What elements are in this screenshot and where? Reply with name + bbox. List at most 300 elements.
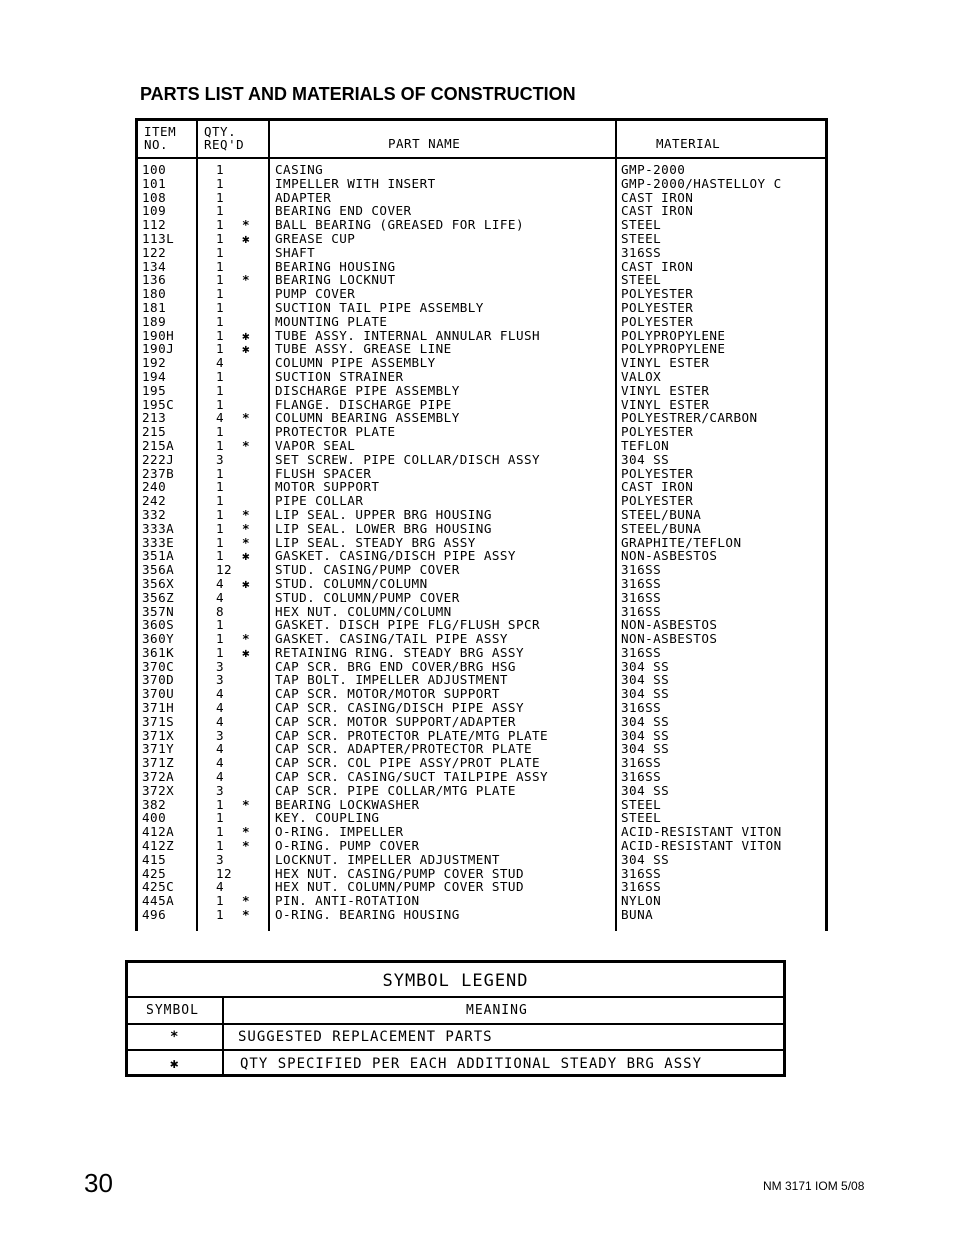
part-name-cell: PUMP COVER [275,286,356,302]
legend-symbol-star-icon: * [170,1029,180,1045]
part-name-cell: MOUNTING PLATE [275,313,388,329]
qty-cell: 4 [216,589,225,605]
qty-cell: 4 [216,769,225,785]
table-row [138,439,825,453]
table-row [138,729,825,743]
qty-cell: 1 [216,175,225,191]
qty-cell: 1 [216,189,225,205]
item-no-cell: 382 [142,796,167,812]
qty-cell: 1 [216,244,225,260]
qty-cell: 4 [216,713,225,729]
table-row [138,287,825,301]
item-no-cell: 361K [142,644,175,660]
table-row [138,687,825,701]
item-no-cell: 425C [142,879,175,895]
table-row [138,508,825,522]
item-no-cell: 360S [142,617,175,633]
part-name-cell: STUD. COLUMN/PUMP COVER [275,589,460,605]
qty-cell: 4 [216,700,225,716]
item-no-cell: 360Y [142,631,175,647]
qty-cell: 1 [216,520,225,536]
symbol-legend [125,960,786,1077]
symbol-cell: * [242,272,251,288]
qty-cell: 1 [216,644,225,660]
material-cell: STEEL [621,272,662,288]
table-row [138,425,825,439]
material-cell: STEEL [621,796,662,812]
header-part-name: PART NAME [388,136,461,151]
table-row [138,522,825,536]
material-cell: BUNA [621,907,654,923]
part-name-cell: LOCKNUT. IMPELLER ADJUSTMENT [275,851,500,867]
header-qty-line2: REQ'D [204,137,245,152]
qty-cell: 1 [216,838,225,854]
qty-cell: 4 [216,575,225,591]
table-row [138,798,825,812]
part-name-cell: CAP SCR. BRG END COVER/BRG HSG [275,658,516,674]
qty-cell: 1 [216,341,225,357]
part-name-cell: GASKET. DISCH PIPE FLG/FLUSH SPCR [275,617,541,633]
table-row [138,742,825,756]
part-name-cell: SET SCREW. PIPE COLLAR/DISCH ASSY [275,451,541,467]
part-name-cell: HEX NUT. COLUMN/COLUMN [275,603,452,619]
part-name-cell: GASKET. CASING/TAIL PIPE ASSY [275,631,508,647]
qty-cell: 12 [216,865,233,881]
table-row [138,301,825,315]
table-row [138,329,825,343]
legend-title: SYMBOL LEGEND [382,971,529,991]
symbol-cell: * [242,893,251,909]
item-no-cell: 237B [142,465,175,481]
part-name-cell: COLUMN PIPE ASSEMBLY [275,355,436,371]
material-cell: NYLON [621,893,662,909]
qty-cell: 1 [216,396,225,412]
symbol-cell: * [242,838,251,854]
material-cell: STEEL [621,217,662,233]
part-name-cell: O-RING. BEARING HOUSING [275,907,460,923]
page-title: PARTS LIST AND MATERIALS OF CONSTRUCTION [140,84,576,104]
item-no-cell: 213 [142,410,167,426]
qty-cell: 1 [216,893,225,909]
item-no-cell: 372X [142,782,175,798]
part-name-cell: RETAINING RING. STEADY BRG ASSY [275,644,524,660]
item-no-cell: 370C [142,658,175,674]
symbol-cell: * [242,824,251,840]
symbol-cell: ✱ [242,644,251,660]
item-no-cell: 195 [142,382,167,398]
symbol-cell: * [242,520,251,536]
table-row [138,342,825,356]
item-no-cell: 215A [142,437,175,453]
material-cell: GMP-2000/HASTELLOY C [621,175,782,191]
table-row [138,715,825,729]
qty-cell: 4 [216,355,225,371]
item-no-cell: 400 [142,810,167,826]
qty-cell: 1 [216,299,225,315]
part-name-cell: BEARING LOCKNUT [275,272,396,288]
part-name-cell: PIN. ANTI-ROTATION [275,893,420,909]
item-no-cell: 356A [142,562,175,578]
item-no-cell: 109 [142,203,167,219]
item-no-cell: 333E [142,534,175,550]
qty-cell: 4 [216,755,225,771]
material-cell: 316SS [621,769,662,785]
material-cell: POLYESTER [621,299,694,315]
item-no-cell: 425 [142,865,167,881]
part-name-cell: TUBE ASSY. INTERNAL ANNULAR FLUSH [275,327,541,343]
table-row [138,618,825,632]
material-cell: CAST IRON [621,203,694,219]
qty-cell: 4 [216,879,225,895]
qty-cell: 1 [216,382,225,398]
item-no-cell: 356Z [142,589,175,605]
part-name-cell: TUBE ASSY. GREASE LINE [275,341,452,357]
part-name-cell: CAP SCR. PROTECTOR PLATE/MTG PLATE [275,727,549,743]
table-row [138,494,825,508]
symbol-cell: * [242,534,251,550]
material-cell: 304 SS [621,658,670,674]
material-cell: 316SS [621,879,662,895]
part-name-cell: VAPOR SEAL [275,437,356,453]
part-name-cell: PROTECTOR PLATE [275,424,396,440]
item-no-cell: 136 [142,272,167,288]
symbol-cell: ✱ [242,341,251,357]
material-cell: 316SS [621,589,662,605]
item-no-cell: 415 [142,851,167,867]
material-cell: POLYESTER [621,313,694,329]
table-row [138,646,825,660]
qty-cell: 1 [216,506,225,522]
table-row [138,232,825,246]
qty-cell: 1 [216,479,225,495]
table-row [138,163,825,177]
table-row [138,867,825,881]
qty-cell: 1 [216,824,225,840]
material-cell: GRAPHITE/TEFLON [621,534,742,550]
part-name-cell: LIP SEAL. LOWER BRG HOUSING [275,520,492,536]
material-cell: VINYL ESTER [621,355,710,371]
material-cell: 304 SS [621,727,670,743]
legend-meaning-header: MEANING [466,1003,528,1018]
part-name-cell: BEARING END COVER [275,203,412,219]
item-no-cell: 371S [142,713,175,729]
item-no-cell: 195C [142,396,175,412]
item-no-cell: 222J [142,451,175,467]
page-number: 30 [84,1168,113,1198]
material-cell: 316SS [621,700,662,716]
legend-divider [128,1049,783,1051]
table-row [138,480,825,494]
part-name-cell: CASING [275,162,324,177]
part-name-cell: SUCTION STRAINER [275,368,404,384]
table-row [138,411,825,425]
document-code: NM 3171 IOM 5/08 [763,1179,865,1193]
table-row [138,398,825,412]
material-cell: CAST IRON [621,258,694,274]
material-cell: STEEL/BUNA [621,506,702,522]
item-no-cell: 371Z [142,755,175,771]
qty-cell: 4 [216,741,225,757]
material-cell: STEEL/BUNA [621,520,702,536]
header-item-line1: ITEM [144,124,177,139]
part-name-cell: LIP SEAL. UPPER BRG HOUSING [275,506,492,522]
material-cell: POLYPROPYLENE [621,327,726,343]
qty-cell: 3 [216,782,225,798]
part-name-cell: CAP SCR. CASING/SUCT TAILPIPE ASSY [275,769,549,785]
item-no-cell: 371X [142,727,175,743]
table-row [138,701,825,715]
material-cell: NON-ASBESTOS [621,617,718,633]
material-cell: VINYL ESTER [621,396,710,412]
symbol-cell: * [242,217,251,233]
qty-cell: 1 [216,162,225,177]
qty-cell: 1 [216,493,225,509]
material-cell: 304 SS [621,851,670,867]
part-name-cell: FLANGE. DISCHARGE PIPE [275,396,452,412]
qty-cell: 3 [216,851,225,867]
legend-divider [128,1023,783,1025]
qty-cell: 8 [216,603,225,619]
item-no-cell: 180 [142,286,167,302]
parts-rows [138,163,825,922]
table-row [138,191,825,205]
table-row [138,549,825,563]
part-name-cell: CAP SCR. PIPE COLLAR/MTG PLATE [275,782,516,798]
material-cell: 316SS [621,562,662,578]
table-row [138,770,825,784]
table-row [138,784,825,798]
table-row [138,384,825,398]
part-name-cell: CAP SCR. COL PIPE ASSY/PROT PLATE [275,755,541,771]
material-cell: 316SS [621,244,662,260]
table-row [138,218,825,232]
table-row [138,894,825,908]
part-name-cell: BEARING HOUSING [275,258,396,274]
item-no-cell: 190J [142,341,175,357]
table-row [138,246,825,260]
material-cell: POLYESTER [621,286,694,302]
item-no-cell: 351A [142,548,175,564]
item-no-cell: 412A [142,824,175,840]
qty-cell: 3 [216,658,225,674]
symbol-cell: ✱ [242,230,251,246]
symbol-cell: * [242,410,251,426]
material-cell: GMP-2000 [621,162,686,177]
legend-symbol-bold-star-icon: ✱ [170,1056,180,1072]
material-cell: 316SS [621,603,662,619]
material-cell: POLYESTER [621,424,694,440]
qty-cell: 1 [216,548,225,564]
material-cell: 316SS [621,575,662,591]
header-divider [138,157,825,159]
item-no-cell: 412Z [142,838,175,854]
legend-meaning: SUGGESTED REPLACEMENT PARTS [238,1029,493,1045]
part-name-cell: MOTOR SUPPORT [275,479,380,495]
symbol-cell: ✱ [242,575,251,591]
item-no-cell: 242 [142,493,167,509]
material-cell: 304 SS [621,713,670,729]
material-cell: 304 SS [621,451,670,467]
part-name-cell: BALL BEARING (GREASED FOR LIFE) [275,217,524,233]
table-row [138,839,825,853]
material-cell: NON-ASBESTOS [621,548,718,564]
material-cell: 316SS [621,644,662,660]
part-name-cell: HEX NUT. COLUMN/PUMP COVER STUD [275,879,524,895]
symbol-cell: ✱ [242,548,251,564]
legend-divider [128,996,783,998]
part-name-cell: O-RING. PUMP COVER [275,838,420,854]
qty-cell: 4 [216,410,225,426]
table-row [138,605,825,619]
material-cell: 304 SS [621,686,670,702]
qty-cell: 3 [216,451,225,467]
table-row [138,273,825,287]
header-qty-line1: QTY. [204,124,237,139]
item-no-cell: 356X [142,575,175,591]
part-name-cell: FLUSH SPACER [275,465,372,481]
table-row [138,591,825,605]
qty-cell: 1 [216,437,225,453]
table-row [138,467,825,481]
qty-cell: 1 [216,286,225,302]
material-cell: POLYESTRER/CARBON [621,410,758,426]
part-name-cell: CAP SCR. CASING/DISCH PIPE ASSY [275,700,524,716]
header-item-no [144,125,176,151]
qty-cell: 1 [216,617,225,633]
qty-cell: 1 [216,810,225,826]
material-cell: ACID-RESISTANT VITON [621,824,782,840]
item-no-cell: 240 [142,479,167,495]
material-cell: POLYESTER [621,465,694,481]
material-cell: TEFLON [621,437,670,453]
symbol-cell: * [242,796,251,812]
header-material: MATERIAL [656,136,721,151]
table-row [138,908,825,922]
table-row [138,673,825,687]
table-row [138,177,825,191]
material-cell: STEEL [621,230,662,246]
item-no-cell: 371Y [142,741,175,757]
table-row [138,563,825,577]
item-no-cell: 181 [142,299,167,315]
item-no-cell: 372A [142,769,175,785]
item-no-cell: 371H [142,700,175,716]
qty-cell: 1 [216,313,225,329]
material-cell: 304 SS [621,782,670,798]
table-row [138,756,825,770]
legend-column-divider [222,996,224,1074]
part-name-cell: KEY. COUPLING [275,810,380,826]
table-row [138,536,825,550]
qty-cell: 1 [216,327,225,343]
item-no-cell: 108 [142,189,167,205]
material-cell: POLYPROPYLENE [621,341,726,357]
qty-cell: 1 [216,424,225,440]
qty-cell: 1 [216,534,225,550]
table-row [138,260,825,274]
material-cell: ACID-RESISTANT VITON [621,838,782,854]
part-name-cell: CAP SCR. ADAPTER/PROTECTOR PLATE [275,741,533,757]
item-no-cell: 100 [142,162,167,177]
item-no-cell: 370U [142,686,175,702]
table-row [138,825,825,839]
table-row [138,880,825,894]
qty-cell: 1 [216,368,225,384]
part-name-cell: O-RING. IMPELLER [275,824,404,840]
qty-cell: 1 [216,796,225,812]
part-name-cell: BEARING LOCKWASHER [275,796,420,812]
qty-cell: 1 [216,631,225,647]
legend-symbol-header: SYMBOL [146,1003,199,1018]
item-no-cell: 134 [142,258,167,274]
part-name-cell: GASKET. CASING/DISCH PIPE ASSY [275,548,516,564]
legend-meaning: QTY SPECIFIED PER EACH ADDITIONAL STEADY BRG ASSY [240,1056,703,1072]
qty-cell: 1 [216,907,225,923]
part-name-cell: STUD. COLUMN/COLUMN [275,575,428,591]
part-name-cell: ADAPTER [275,189,332,205]
item-no-cell: 215 [142,424,167,440]
item-no-cell: 370D [142,672,175,688]
item-no-cell: 357N [142,603,175,619]
qty-cell: 3 [216,727,225,743]
part-name-cell: CAP SCR. MOTOR/MOTOR SUPPORT [275,686,500,702]
symbol-cell: * [242,631,251,647]
item-no-cell: 113L [142,230,175,246]
material-cell: STEEL [621,810,662,826]
table-row [138,632,825,646]
item-no-cell: 194 [142,368,167,384]
material-cell: CAST IRON [621,479,694,495]
table-row [138,370,825,384]
part-name-cell: PIPE COLLAR [275,493,364,509]
qty-cell: 1 [216,272,225,288]
header-item-line2: NO. [144,137,169,152]
part-name-cell: IMPELLER WITH INSERT [275,175,436,191]
parts-table [135,118,828,931]
qty-cell: 1 [216,230,225,246]
item-no-cell: 445A [142,893,175,909]
qty-cell: 3 [216,672,225,688]
symbol-cell: * [242,907,251,923]
item-no-cell: 496 [142,907,167,923]
item-no-cell: 101 [142,175,167,191]
material-cell: NON-ASBESTOS [621,631,718,647]
table-row [138,577,825,591]
table-row [138,660,825,674]
part-name-cell: CAP SCR. MOTOR SUPPORT/ADAPTER [275,713,516,729]
item-no-cell: 190H [142,327,175,343]
symbol-cell: * [242,506,251,522]
part-name-cell: LIP SEAL. STEADY BRG ASSY [275,534,476,550]
item-no-cell: 333A [142,520,175,536]
part-name-cell: HEX NUT. CASING/PUMP COVER STUD [275,865,524,881]
part-name-cell: STUD. CASING/PUMP COVER [275,562,460,578]
qty-cell: 12 [216,562,233,578]
item-no-cell: 189 [142,313,167,329]
item-no-cell: 112 [142,217,167,233]
qty-cell: 1 [216,203,225,219]
qty-cell: 4 [216,686,225,702]
material-cell: CAST IRON [621,189,694,205]
item-no-cell: 192 [142,355,167,371]
part-name-cell: TAP BOLT. IMPELLER ADJUSTMENT [275,672,508,688]
material-cell: POLYESTER [621,493,694,509]
table-row [138,356,825,370]
item-no-cell: 122 [142,244,167,260]
material-cell: 316SS [621,865,662,881]
table-row [138,853,825,867]
qty-cell: 1 [216,465,225,481]
